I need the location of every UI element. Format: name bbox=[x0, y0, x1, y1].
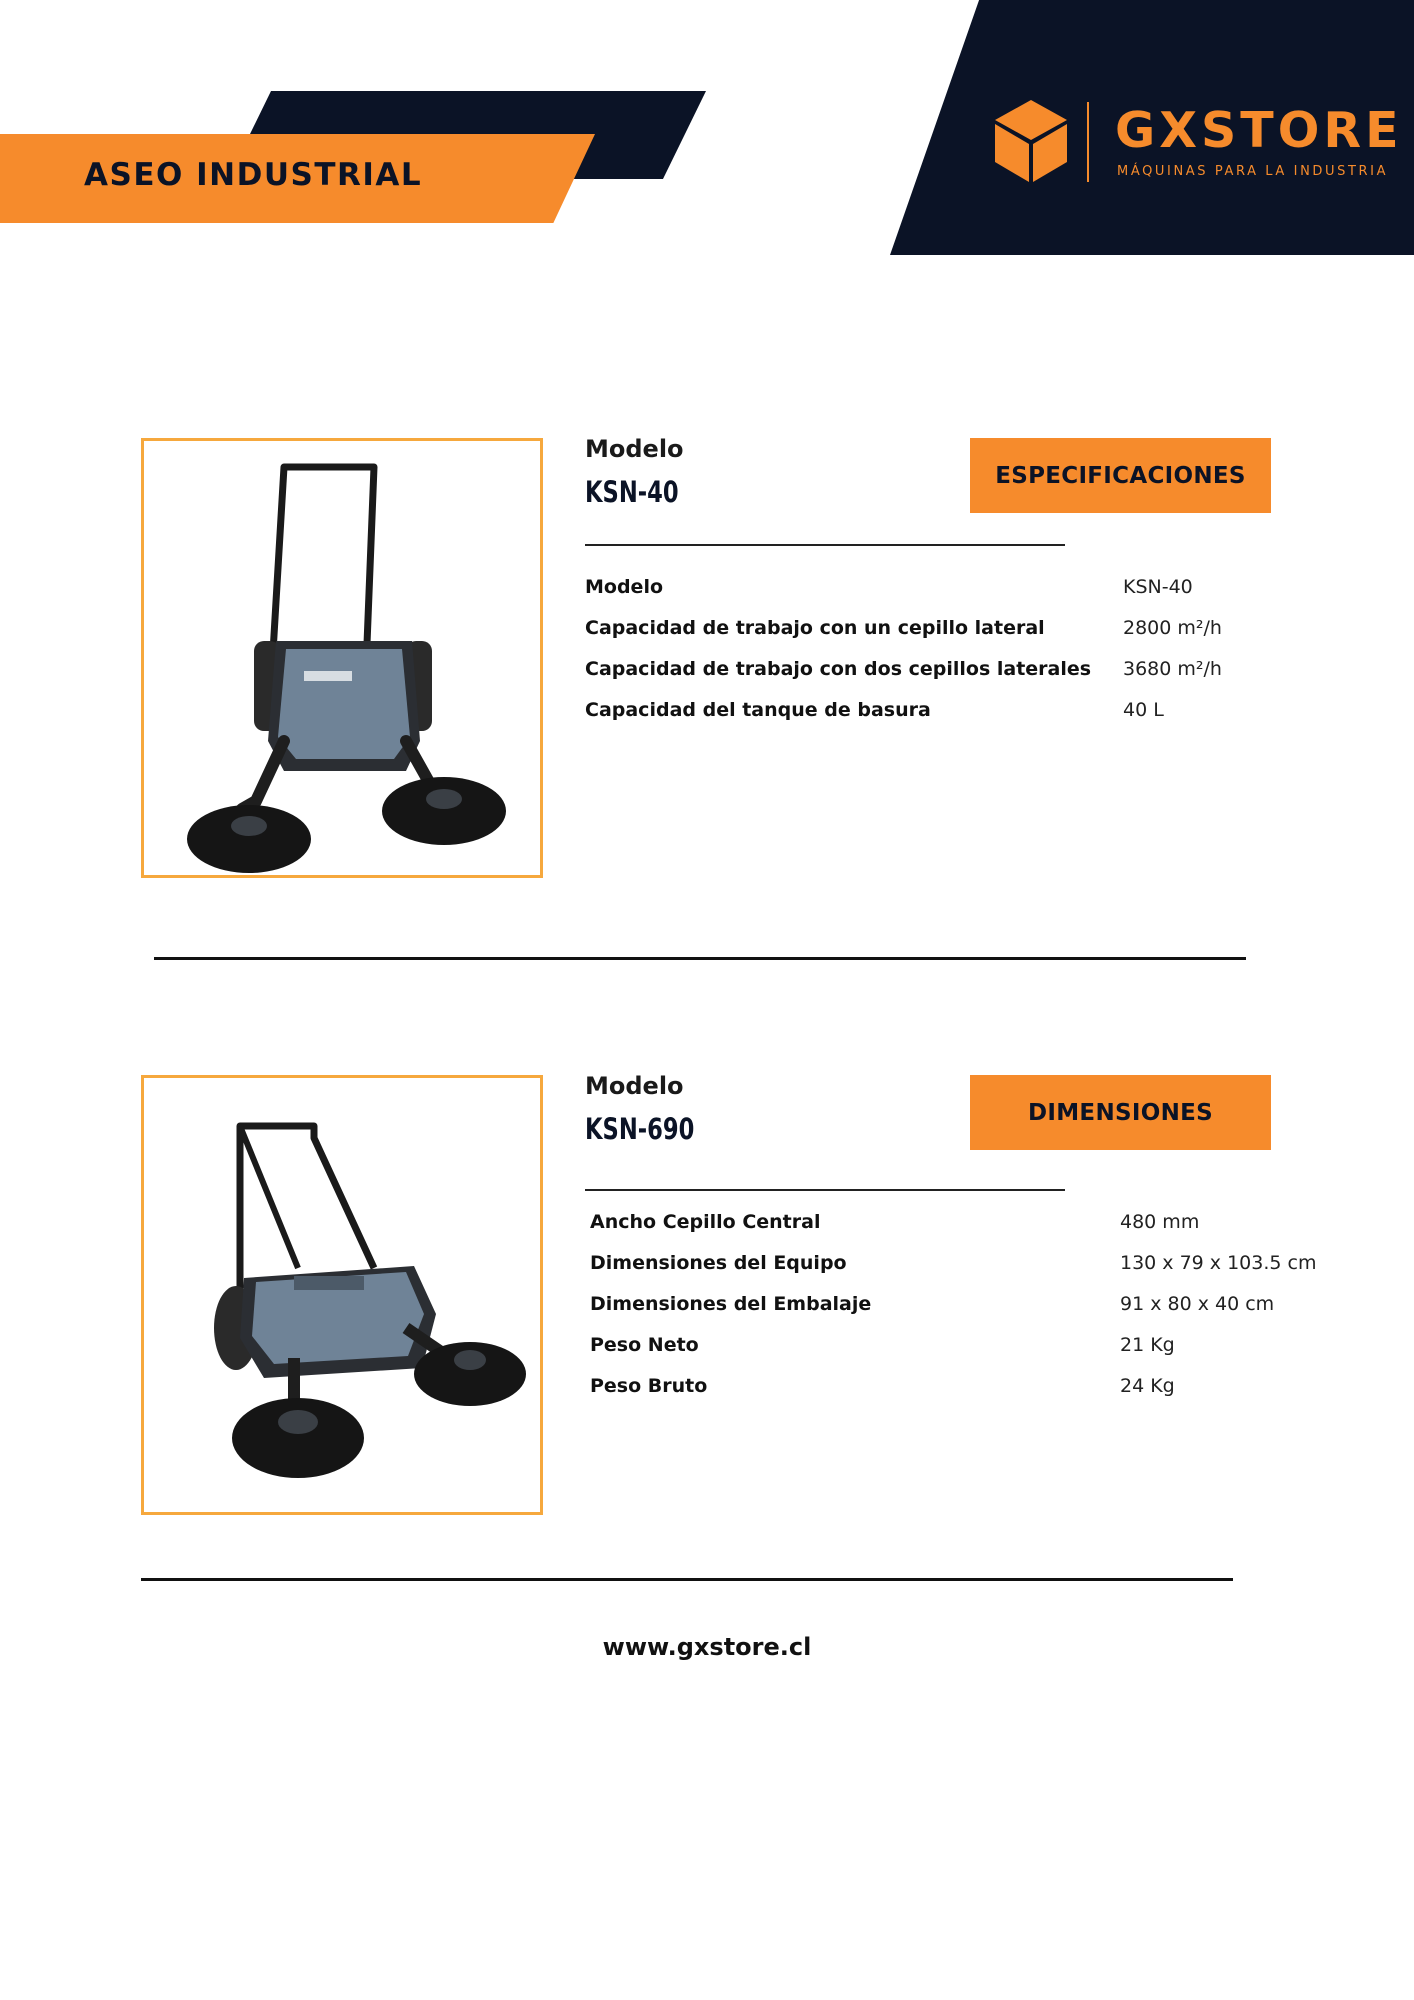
spec-value: 24 Kg bbox=[1120, 1374, 1175, 1397]
dimensions-badge: DIMENSIONES bbox=[970, 1075, 1271, 1150]
table-row bbox=[585, 689, 1222, 730]
table-row bbox=[590, 1365, 1316, 1406]
table-row bbox=[585, 648, 1222, 689]
specifications-table bbox=[585, 566, 1222, 730]
spec-label: Ancho Cepillo Central bbox=[590, 1210, 821, 1233]
cube-logo-icon bbox=[993, 98, 1069, 184]
model-code: KSN-690 bbox=[585, 1112, 695, 1146]
brand-tagline: MÁQUINAS PARA LA INDUSTRIA bbox=[1117, 164, 1389, 179]
spec-label: Capacidad del tanque de basura bbox=[585, 698, 931, 721]
sweeper-image bbox=[144, 441, 540, 875]
spec-value: 480 mm bbox=[1120, 1210, 1200, 1233]
specifications-badge: ESPECIFICACIONES bbox=[970, 438, 1271, 513]
table-row bbox=[590, 1201, 1316, 1242]
table-row bbox=[590, 1283, 1316, 1324]
website-link[interactable]: www.gxstore.cl bbox=[602, 1633, 812, 1661]
dimensions-table bbox=[590, 1201, 1316, 1406]
spec-label: Dimensiones del Equipo bbox=[590, 1251, 847, 1274]
spec-label: Peso Neto bbox=[590, 1333, 699, 1356]
spec-value: 3680 m²/h bbox=[1123, 657, 1222, 680]
footer-divider bbox=[141, 1578, 1233, 1581]
table-row bbox=[590, 1242, 1316, 1283]
category-title: ASEO INDUSTRIAL bbox=[84, 157, 423, 193]
spec-value: 91 x 80 x 40 cm bbox=[1120, 1292, 1275, 1315]
spec-value: KSN-40 bbox=[1123, 575, 1193, 598]
spec-value: 130 x 79 x 103.5 cm bbox=[1120, 1251, 1317, 1274]
product-photo-ksn690 bbox=[141, 1075, 543, 1515]
spec-label: Dimensiones del Embalaje bbox=[590, 1292, 872, 1315]
product-photo-ksn40 bbox=[141, 438, 543, 878]
model-label: Modelo bbox=[585, 435, 684, 463]
brand-name: GXSTORE bbox=[1115, 102, 1403, 159]
spec-label: Modelo bbox=[585, 575, 664, 598]
spec-value: 21 Kg bbox=[1120, 1333, 1175, 1356]
spec-label: Capacidad de trabajo con un cepillo lateral bbox=[585, 616, 1045, 639]
table-row bbox=[585, 566, 1222, 607]
product-divider bbox=[154, 957, 1246, 960]
spec-value: 2800 m²/h bbox=[1123, 616, 1222, 639]
table-row bbox=[590, 1324, 1316, 1365]
spec-label: Peso Bruto bbox=[590, 1374, 708, 1397]
section-divider bbox=[585, 1189, 1065, 1191]
section-divider bbox=[585, 544, 1065, 546]
sweeper-image bbox=[144, 1078, 540, 1512]
spec-label: Capacidad de trabajo con dos cepillos laterales bbox=[585, 657, 1092, 680]
table-row bbox=[585, 607, 1222, 648]
brand-divider bbox=[1087, 102, 1089, 182]
model-label: Modelo bbox=[585, 1072, 684, 1100]
spec-value: 40 L bbox=[1123, 698, 1164, 721]
model-code: KSN-40 bbox=[585, 475, 679, 509]
